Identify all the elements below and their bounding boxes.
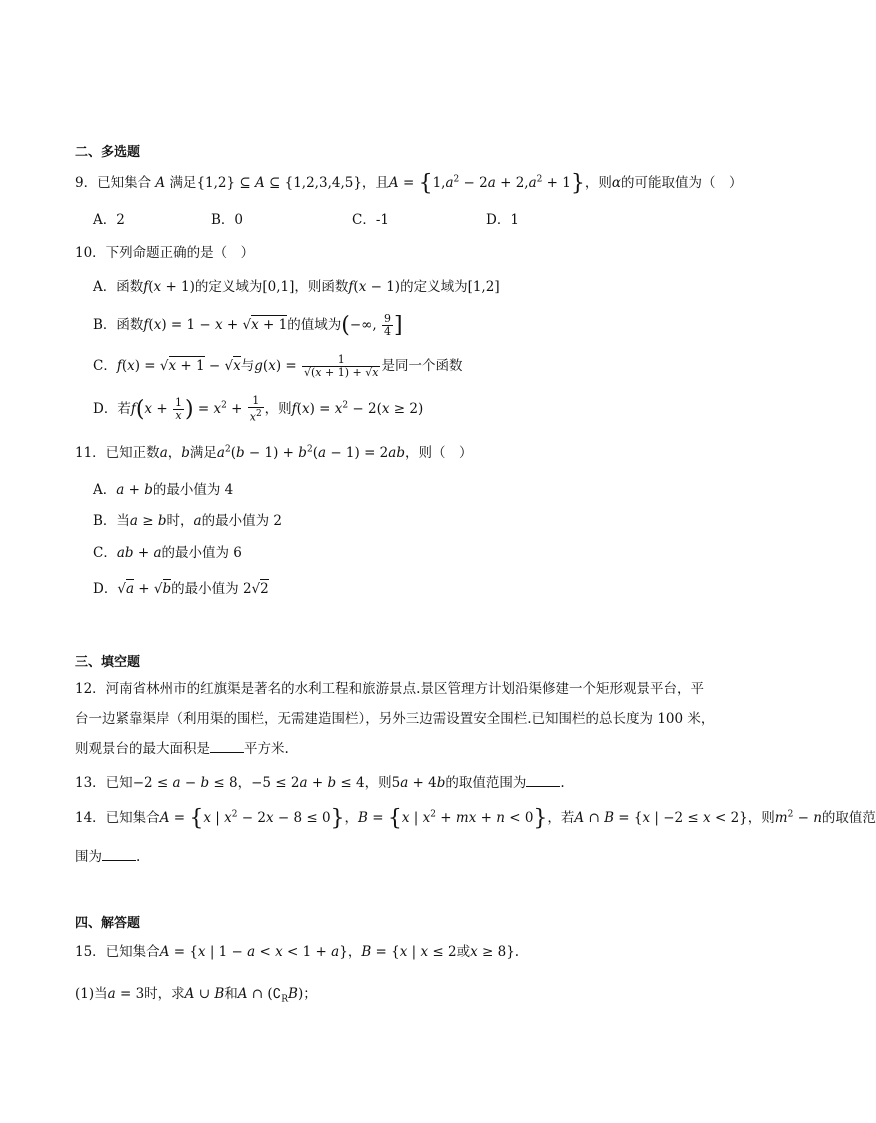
q10-a-text: 的定义域为 bbox=[194, 279, 263, 295]
q11-option-d: D．√a + √b的最小值为 2√2 bbox=[93, 581, 269, 597]
section-heading-multiple-choice: 二、多选题 bbox=[75, 145, 141, 160]
q12-text: 则观景台的最大面积是 bbox=[75, 741, 210, 757]
q15-part-1: (1)当a = 3时，求A ∪ B和A ∩ $(∁_RB)$； bbox=[75, 986, 317, 1005]
q12-line-3 bbox=[75, 737, 289, 757]
q13-text: ， bbox=[237, 775, 252, 791]
q11-b-text: 时， bbox=[166, 513, 194, 529]
q11-d-text: 的最小值为 bbox=[171, 581, 239, 597]
answer-blank bbox=[526, 776, 560, 787]
q14-text: ，若 bbox=[547, 810, 575, 826]
q14-text: . bbox=[136, 849, 141, 865]
q12-text: 平方米. bbox=[244, 741, 289, 757]
q15-text: 时，求 bbox=[144, 986, 185, 1002]
question-9: 9．已知集合 A 满足{1,2} ⊆ A ⊆ {1,2,3,4,5}，且$A = \{1,a^2 - 2a + 2,a^2 + 1\}$，则α的可能取值为（ ） bbox=[75, 171, 743, 196]
q9-option-a: A．2 bbox=[93, 212, 125, 228]
q14-text: ，则 bbox=[747, 810, 775, 826]
q11-text: 11．已知正数 bbox=[75, 445, 160, 461]
q9-option-c: C．-1 bbox=[352, 212, 389, 228]
q11-text: ， bbox=[167, 445, 182, 461]
q11-option-c: C．ab + a的最小值为 6 bbox=[93, 545, 242, 561]
q11-a-text: 的最小值为 4 bbox=[152, 482, 234, 498]
q14-text: 14．已知集合 bbox=[75, 810, 160, 826]
q10-option-a: A．函数f(x + 1)的定义域为[0,1]，则函数f(x − 1)的定义域为[1,2] bbox=[93, 279, 500, 295]
q11-text: 满足 bbox=[189, 445, 217, 461]
q11-option-b: B．当a ≥ b时，a的最小值为 2 bbox=[93, 513, 282, 529]
q9-text: ，且 bbox=[361, 175, 389, 191]
section-heading-solutions: 四、解答题 bbox=[75, 916, 141, 931]
q10-b-text: 的值域为 bbox=[287, 317, 342, 333]
q10-c-text: 是同一个函数 bbox=[381, 358, 463, 374]
q10-option-c: C．f(x) = √x + 1 − √x与g(x) = $\frac{1}{√(x + 1) + √x}$ 是同一个函数 bbox=[93, 353, 463, 379]
q14-line-2 bbox=[75, 845, 140, 865]
q10-a-text: ，则函数 bbox=[294, 279, 349, 295]
q9-number: 9． bbox=[75, 175, 98, 191]
answer-blank bbox=[102, 850, 136, 861]
question-11: 11．已知正数a，b满足$a^2(b - 1) + b^2(a - 1) = 2ab$，则（ ） bbox=[75, 444, 473, 461]
q9-text: 满足 bbox=[169, 175, 197, 191]
q15-text: 和 bbox=[224, 986, 238, 1002]
q10-d-text: D．若 bbox=[93, 400, 131, 417]
q13-text: . bbox=[560, 775, 565, 791]
q10-c-text: 与 bbox=[240, 358, 255, 374]
q11-text: ，则（ ） bbox=[404, 445, 473, 461]
q9-text: ，则 bbox=[584, 175, 612, 191]
q10-d-text: ，则 bbox=[264, 400, 292, 417]
q15-text: ； bbox=[303, 986, 317, 1002]
q10-a-text: A．函数 bbox=[93, 279, 144, 295]
q14-text: 围为 bbox=[75, 849, 102, 865]
q10-c-text: C． bbox=[93, 358, 117, 374]
q9-option-d: D．1 bbox=[486, 212, 519, 228]
q11-b-text: 的最小值为 2 bbox=[201, 513, 282, 529]
question-14: 14．已知集合A = {x | $x^2 - 2x - 8 \le 0$}，B = {x | $x^2$ + mx + n < 0}，若A ∩ B = {x | −2 ≤ x < 2}，则$m^2 - n$的取值范 bbox=[75, 806, 876, 831]
q11-option-a: A．a + b的最小值为 4 bbox=[93, 482, 234, 498]
question-10-stem: 10．下列命题正确的是（ ） bbox=[75, 245, 255, 261]
answer-blank bbox=[210, 742, 244, 753]
q14-text: ， bbox=[344, 810, 359, 826]
q15-text: . bbox=[514, 944, 520, 960]
q9-text: 已知集合 bbox=[97, 175, 152, 191]
q15-text: ， bbox=[347, 944, 362, 960]
q11-b-text: B．当 bbox=[93, 513, 130, 529]
q10-option-d: D．若f(x + $\frac{1}{x}$ ) = $x^2$ + $\frac{1}{x^2}$ ，则$f(x) = x^2 - 2(x \ge 2)$ bbox=[93, 394, 424, 424]
q12-line-1: 12．河南省林州市的红旗渠是著名的水利工程和旅游景点.景区管理方计划沿渠修建一个矩形观景平台，平 bbox=[75, 681, 704, 697]
q9-option-b: B．0 bbox=[211, 212, 244, 228]
q15-text: 15．已知集合 bbox=[75, 944, 160, 960]
question-15: 15．已知集合A = {x | 1 − a < x < 1 + a}，B = {x | x ≤ 2或x ≥ 8}. bbox=[75, 944, 520, 960]
q15-text: (1)当 bbox=[75, 986, 108, 1002]
q10-a-text: 的定义域为 bbox=[400, 279, 468, 295]
q13-text: 13．已知 bbox=[75, 775, 133, 791]
q9-text: 的可能取值为（ ） bbox=[621, 175, 743, 191]
q10-b-text: B．函数 bbox=[93, 317, 144, 333]
q13-text: 的取值范围为 bbox=[445, 775, 527, 791]
q12-line-2: 台一边紧靠渠岸（利用渠的围栏，无需建造围栏），另外三边需设置安全围栏.已知围栏的总长度为 100 米， bbox=[75, 711, 715, 727]
q13-text: ，则 bbox=[364, 775, 392, 791]
section-heading-fill-in: 三、填空题 bbox=[75, 655, 141, 670]
question-13: 13．已知−2 ≤ a − b ≤ 8，−5 ≤ 2a + b ≤ 4，则5a + 4b的取值范围为 . bbox=[75, 775, 565, 791]
q15-text: 或 bbox=[456, 944, 471, 960]
q14-text: 的取值范 bbox=[821, 810, 876, 826]
q11-c-text: 的最小值为 6 bbox=[161, 545, 242, 561]
q10-option-b: B．函数f(x) = 1 − x + √x + 1的值域为(−∞, $\frac{9}{4}$ ] bbox=[93, 312, 403, 338]
